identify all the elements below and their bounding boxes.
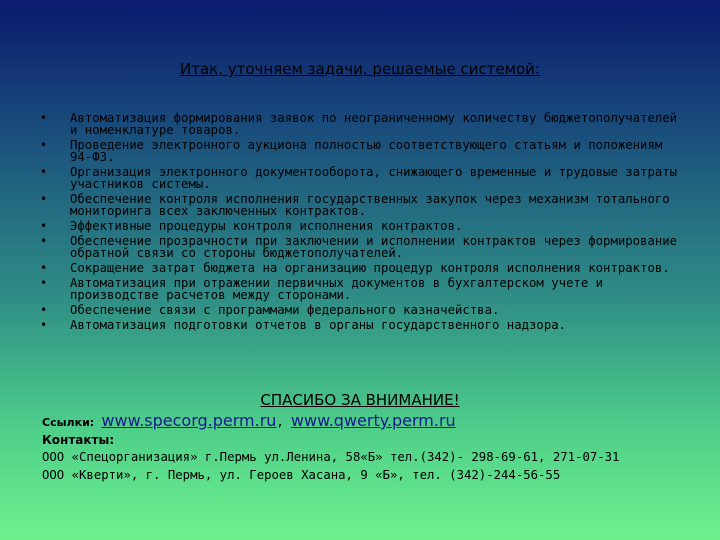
links-row (42, 411, 456, 430)
list-item (40, 262, 680, 274)
list-item (40, 166, 680, 190)
list-item (40, 139, 680, 163)
list-item (40, 304, 680, 316)
links-separator: , (276, 415, 284, 429)
list-item (40, 319, 680, 331)
bullet-icon: • (40, 138, 48, 152)
bullet-icon: • (40, 303, 48, 317)
task-text: Проведение электронного аукциона полностью соответствующего статьям и положениям 94-ФЗ. (70, 138, 663, 164)
bullet-icon: • (40, 165, 48, 179)
list-item (40, 112, 680, 136)
list-item (40, 277, 680, 301)
task-text: Автоматизация при отражении первичных документов в бухгалтерском учете и производстве расчетов между сторонами. (70, 276, 604, 302)
task-text: Обеспечение прозрачности при заключении и исполнении контрактов через формирование обратной связи со стороны бюджетополучателей. (70, 234, 678, 260)
task-text: Эффективные процедуры контроля исполнения контрактов. (70, 219, 463, 233)
contacts-label: Контакты: (42, 433, 115, 447)
task-text: Обеспечение связи с программами федерального казначейства. (70, 303, 500, 317)
contact-line-1: ООО «Спецорганизация» г.Пермь ул.Ленина, 58«Б» тел.(342)- 298-69-61, 271-07-31 (42, 450, 620, 464)
task-text: Автоматизация формирования заявок по неограниченному количеству бюджетополучателей и номенклатуре товаров. (70, 111, 678, 137)
slide-title: Итак, уточняем задачи, решаемые системой: (180, 60, 540, 78)
bullet-icon: • (40, 219, 48, 233)
task-text: Обеспечение контроля исполнения государственных закупок через механизм тотального мониторинга всех заключенных контрактов. (70, 192, 670, 218)
list-item (40, 220, 680, 232)
bullet-icon: • (40, 318, 48, 332)
link-qwerty[interactable]: www.qwerty.perm.ru (290, 411, 456, 430)
task-text: Организация электронного документооборота, снижающего временные и трудовые затраты участников системы. (70, 165, 678, 191)
list-item (40, 193, 680, 217)
task-list (40, 112, 680, 334)
list-item (40, 235, 680, 259)
bullet-icon: • (40, 111, 48, 125)
thanks-heading: СПАСИБО ЗА ВНИМАНИЕ! (260, 391, 460, 409)
task-text: Сокращение затрат бюджета на организацию процедур контроля исполнения контрактов. (70, 261, 670, 275)
link-specorg[interactable]: www.specorg.perm.ru (101, 411, 277, 430)
bullet-icon: • (40, 192, 48, 206)
bullet-icon: • (40, 234, 48, 248)
links-label: Ссылки: (42, 416, 95, 429)
bullet-icon: • (40, 276, 48, 290)
task-text: Автоматизация подготовки отчетов в органы государственного надзора. (70, 318, 567, 332)
contact-line-2: ООО «Кверти», г. Пермь, ул. Героев Хасана, 9 «Б», тел. (342)-244-56-55 (42, 468, 561, 482)
bullet-icon: • (40, 261, 48, 275)
